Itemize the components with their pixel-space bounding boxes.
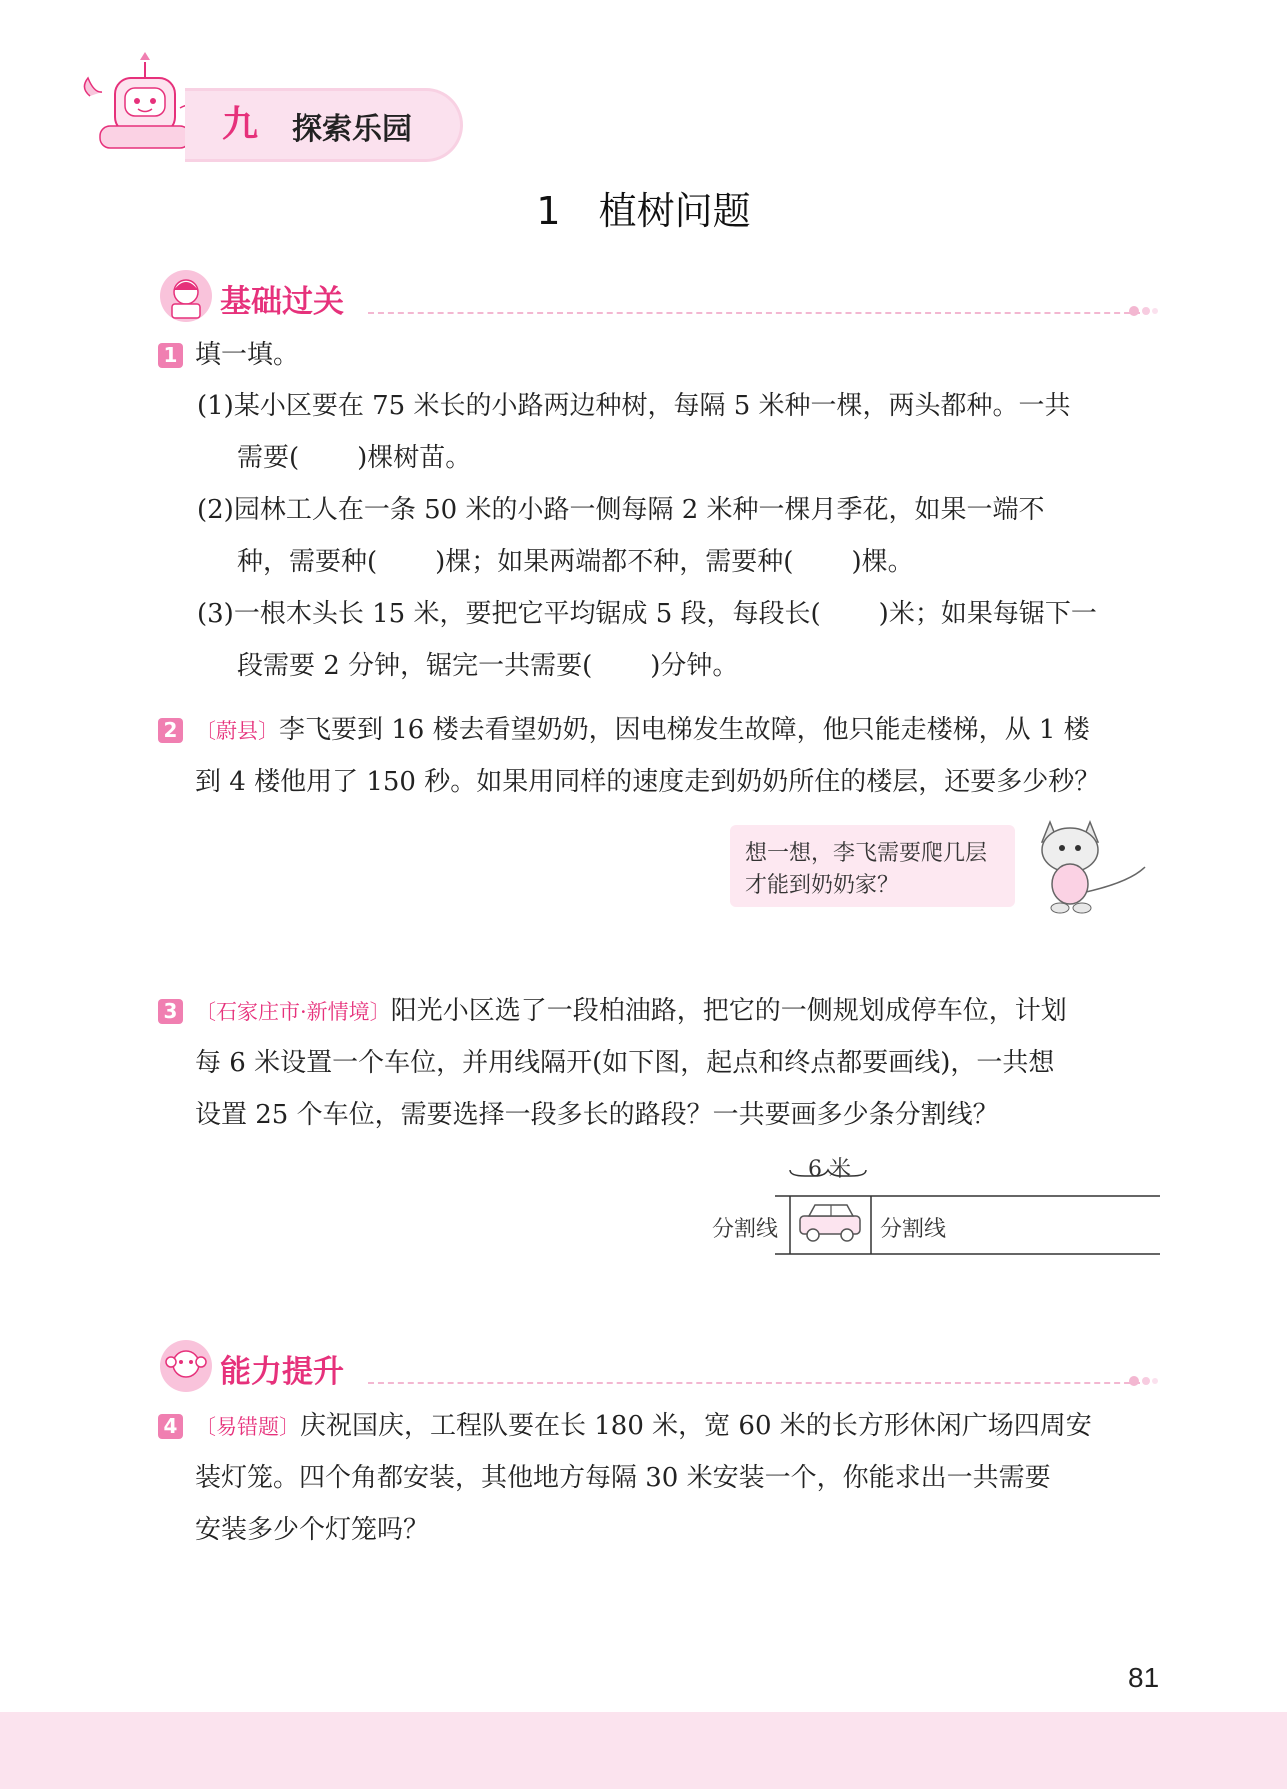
dots-ornament-icon <box>1128 303 1158 319</box>
cat-mascot-icon <box>1020 812 1160 917</box>
diagram-left-label: 分割线 <box>712 1217 779 1242</box>
source-tag: 〔蔚县〕 <box>195 719 279 743</box>
q1-lead: 填一填。 <box>195 340 300 370</box>
q1-part3-line1: (3)一根木头长 15 米，要把它平均锯成 5 段，每段长( )米；如果每锯下一 <box>197 599 1097 629</box>
source-tag: 〔石家庄市·新情境〕 <box>195 1000 391 1024</box>
q1-part1-line2: 需要( )棵树苗。 <box>237 443 472 473</box>
question-number: 3 <box>158 999 183 1024</box>
lesson-title: 1 植树问题 <box>536 189 751 233</box>
q3-line3: 设置 25 个车位，需要选择一段多长的路段？一共要画多少条分割线？ <box>195 1100 999 1130</box>
section-advanced-header <box>158 1338 1158 1398</box>
q2-line2: 到 4 楼他用了 150 秒。如果用同样的速度走到奶奶所住的楼层，还要多少秒？ <box>195 767 1101 797</box>
dots-ornament-icon <box>1128 1373 1158 1389</box>
question-number: 2 <box>158 718 183 743</box>
q1-part2-line1: (2)园林工人在一条 50 米的小路一侧每隔 2 米种一棵月季花，如果一端不 <box>197 495 1045 525</box>
girl-reading-icon <box>158 268 214 324</box>
chapter-number: 九 <box>222 104 259 145</box>
q2-line1: 〔蔚县〕李飞要到 16 楼去看望奶奶，因电梯发生故障，他只能走楼梯，从 1 楼 <box>195 715 1090 745</box>
q1-part2-line2: 种，需要种( )棵；如果两端都不种，需要种( )棵。 <box>237 547 914 577</box>
q3-line1: 〔石家庄市·新情境〕阳光小区选了一段柏油路，把它的一侧规划成停车位，计划 <box>195 996 1067 1026</box>
q3-line2: 每 6 米设置一个车位，并用线隔开(如下图，起点和终点都要画线)，一共想 <box>195 1048 1055 1078</box>
hint-line2: 才能到奶奶家？ <box>745 873 900 898</box>
page-number: 81 <box>1128 1662 1160 1693</box>
section-advanced-title: 能力提升 <box>220 1354 344 1390</box>
q1-part3-line2: 段需要 2 分钟，锯完一共需要( )分钟。 <box>237 651 739 681</box>
dashed-divider <box>368 312 1140 314</box>
q4-line1: 〔易错题〕庆祝国庆，工程队要在长 180 米，宽 60 米的长方形休闲广场四周安 <box>195 1411 1092 1441</box>
dashed-divider <box>368 1382 1140 1384</box>
diagram-right-label: 分割线 <box>880 1217 947 1242</box>
diagram-width-label: 6 米 <box>808 1157 851 1182</box>
hint-line1: 想一想，李飞需要爬几层 <box>745 841 988 866</box>
source-tag: 〔易错题〕 <box>195 1415 300 1439</box>
footer-band <box>0 1712 1287 1789</box>
q4-line3: 安装多少个灯笼吗？ <box>195 1515 430 1545</box>
question-number: 4 <box>158 1414 183 1439</box>
chapter-title: 探索乐园 <box>292 112 412 147</box>
car-icon <box>795 1202 865 1244</box>
section-basic-title: 基础过关 <box>220 284 344 320</box>
q1-part1-line1: (1)某小区要在 75 米长的小路两边种树，每隔 5 米种一棵，两头都种。一共 <box>197 391 1071 421</box>
question-number: 1 <box>158 343 183 368</box>
section-basic-header <box>158 268 1158 328</box>
monkey-icon <box>158 1338 214 1394</box>
q4-line2: 装灯笼。四个角都安装，其他地方每隔 30 米安装一个，你能求出一共需要 <box>195 1463 1051 1493</box>
